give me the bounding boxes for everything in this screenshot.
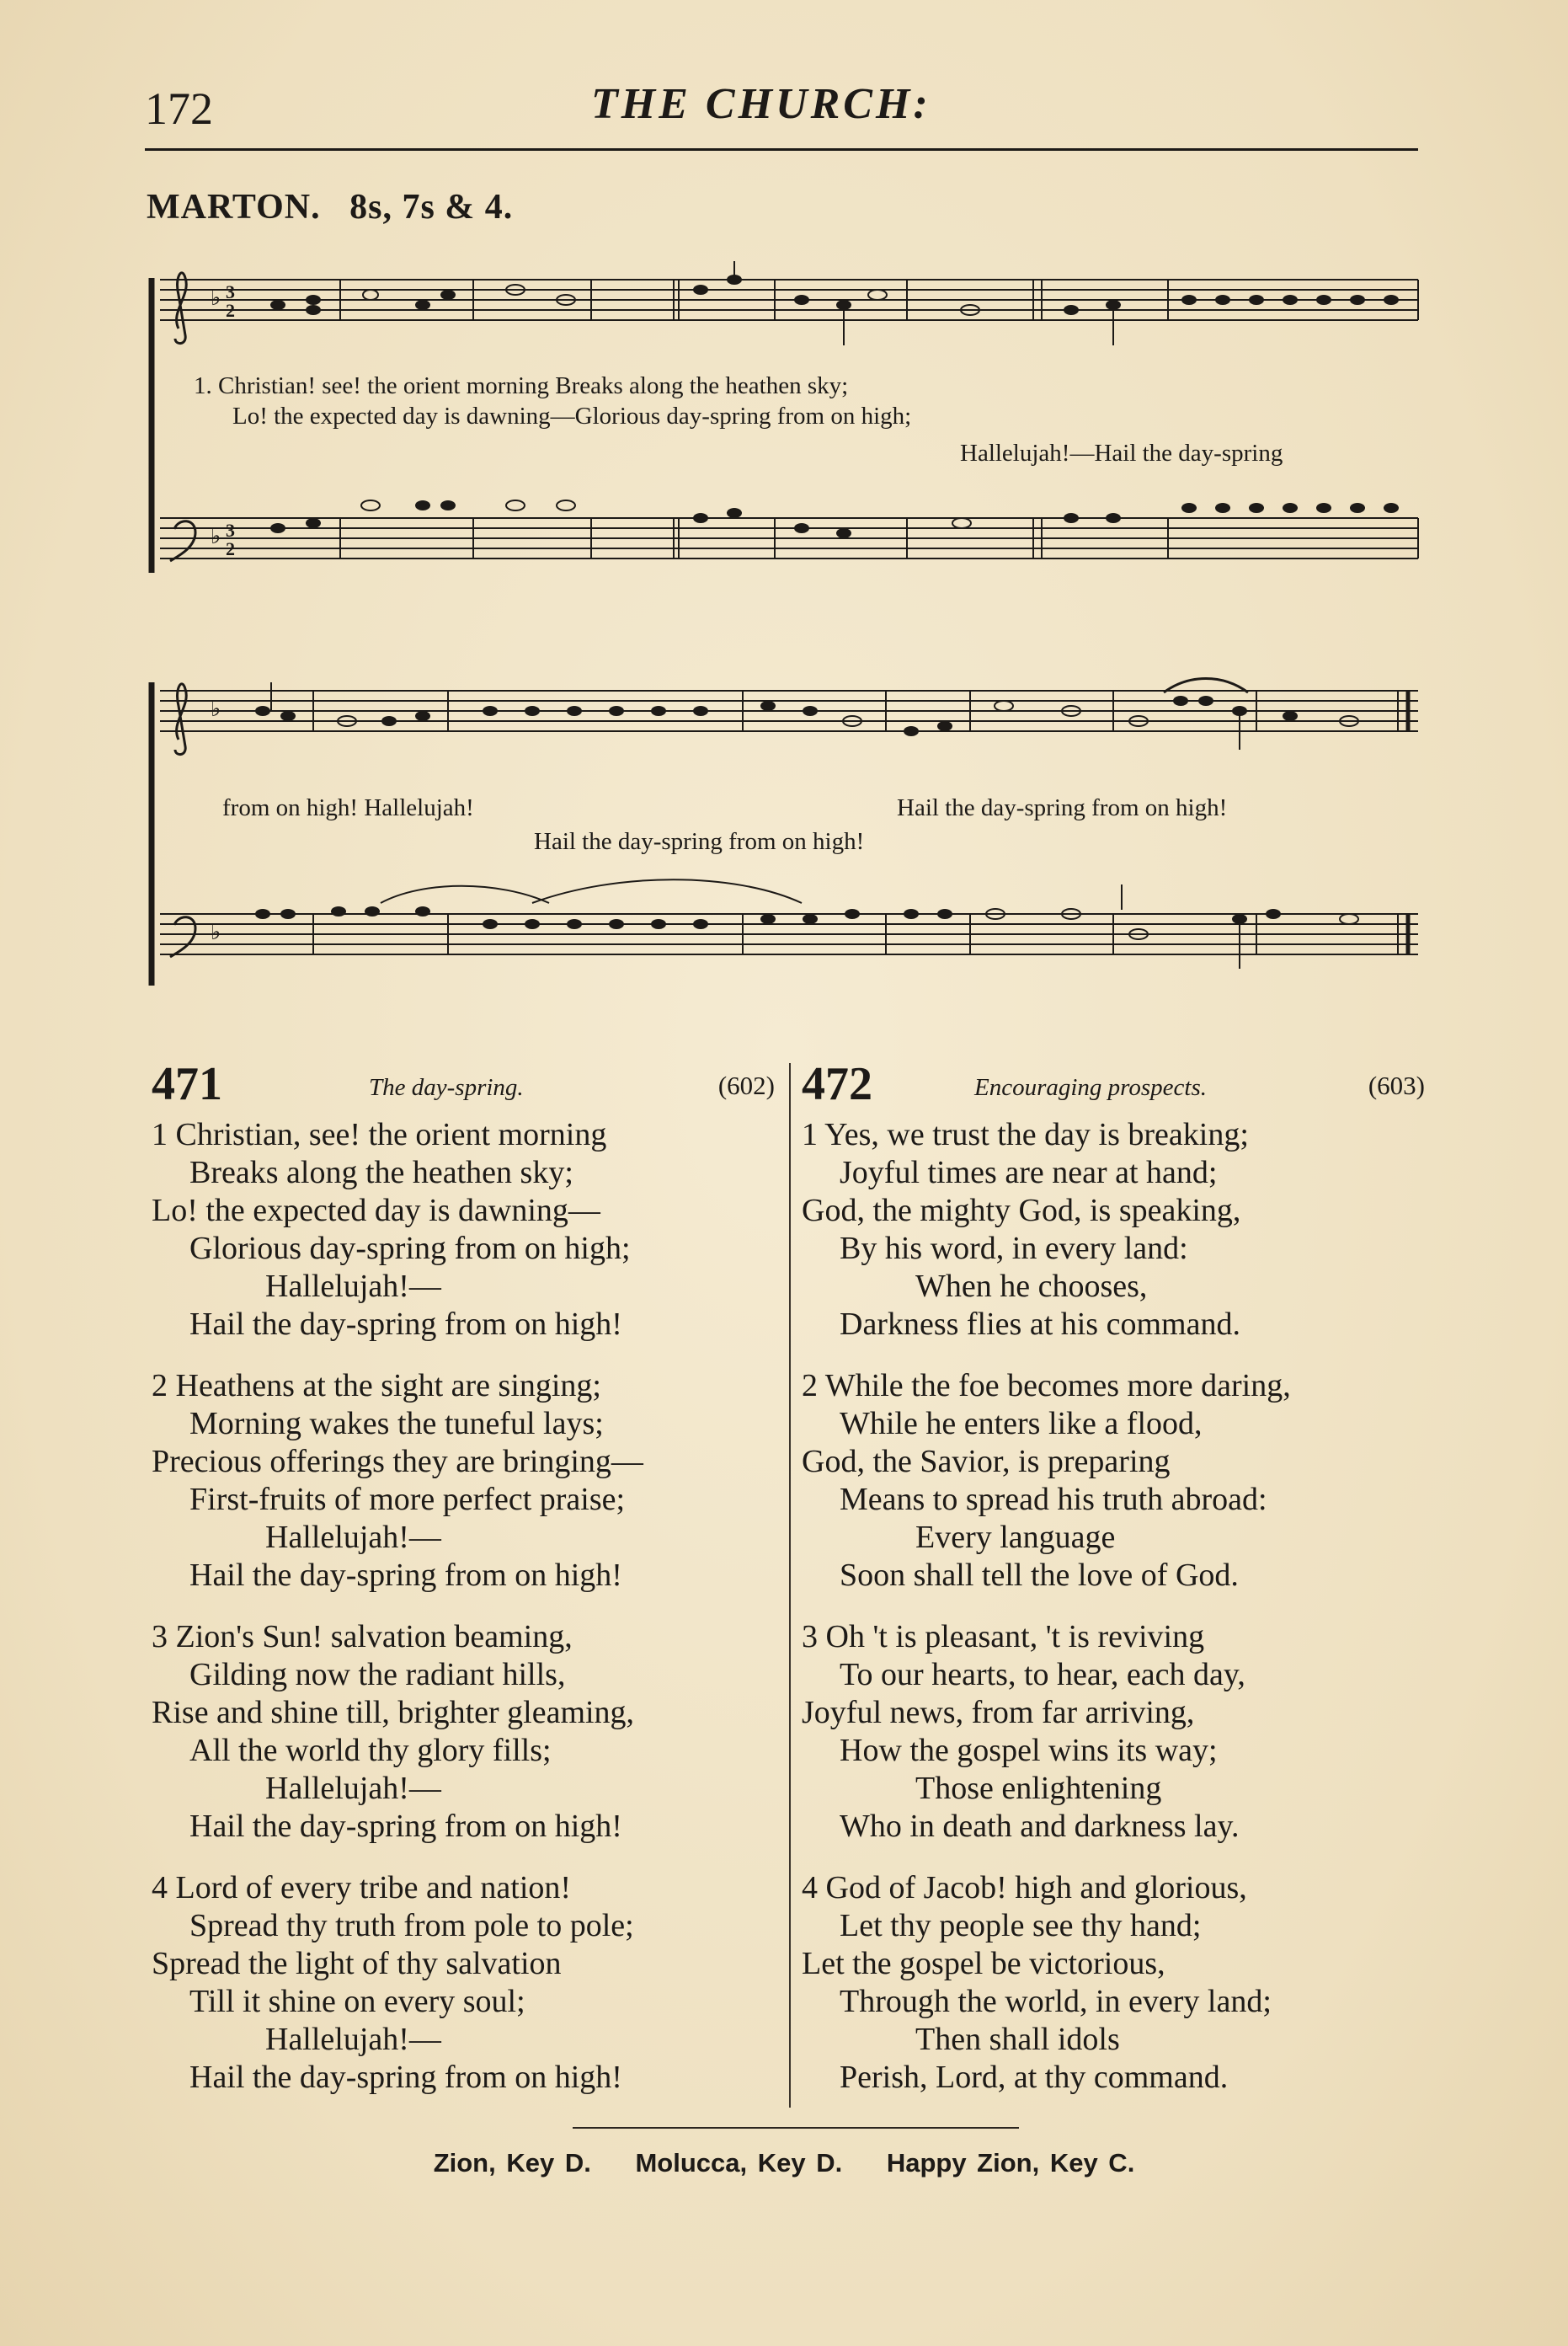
- svg-text:3: 3: [226, 520, 235, 541]
- svg-text:2: 2: [226, 538, 235, 559]
- hymn-reference: (603): [1368, 1071, 1425, 1100]
- stanza-1: [802, 1116, 1425, 1344]
- tune-title: [147, 187, 513, 227]
- lyric-line-5: Hail the day-spring from on high!: [897, 794, 1228, 821]
- stanza-3: [802, 1618, 1425, 1846]
- verse-line: First-fruits of more perfect praise;: [189, 1482, 626, 1517]
- verse-line: Through the world, in every land;: [840, 1984, 1272, 2019]
- verse-line: Glorious day-spring from on high;: [189, 1231, 631, 1266]
- hymn-471: [152, 1057, 775, 2097]
- lyric-line-6: Hail the day-spring from on high!: [534, 828, 865, 855]
- verse-line: Hallelujah!—: [265, 1520, 441, 1555]
- verse-line: All the world thy glory fills;: [189, 1733, 552, 1768]
- verse-line: Hail the day-spring from on high!: [189, 1809, 622, 1844]
- verse-line: Those enlightening: [915, 1771, 1162, 1806]
- hymn-subject: Encouraging prospects.: [974, 1074, 1208, 1101]
- verse-line: Morning wakes the tuneful lays;: [189, 1406, 604, 1441]
- verse-line: God, the Savior, is preparing: [802, 1444, 1171, 1479]
- stanza-4: [802, 1869, 1425, 2097]
- verse-line: Perish, Lord, at thy command.: [840, 2060, 1229, 2095]
- alternate-tunes: [0, 2148, 1568, 2178]
- verse-line: By his word, in every land:: [840, 1231, 1188, 1266]
- hymn-subject: The day-spring.: [369, 1074, 524, 1101]
- hymn-reference: (602): [717, 1071, 775, 1100]
- svg-text:♭: ♭: [211, 524, 221, 548]
- verse-line: When he chooses,: [915, 1269, 1148, 1304]
- verse-line: Breaks along the heathen sky;: [189, 1155, 573, 1190]
- lyric-line-2: Lo! the expected day is dawning—Glorious day-spring from on high;: [232, 403, 912, 430]
- verse-line: Hail the day-spring from on high!: [189, 1307, 622, 1342]
- verse-line: God, the mighty God, is speaking,: [802, 1193, 1241, 1228]
- hymn-heading: [152, 1057, 775, 1111]
- verse-line: Precious offerings they are bringing—: [152, 1444, 643, 1479]
- verse-line: 1 Christian, see! the orient morning: [152, 1117, 607, 1152]
- verse-line: To our hearts, to hear, each day,: [840, 1657, 1245, 1692]
- verse-line: 2 Heathens at the sight are singing;: [152, 1368, 601, 1403]
- column-divider: [789, 1063, 791, 2108]
- music-system-1: [145, 261, 1421, 581]
- running-title: THE CHURCH:: [591, 80, 931, 128]
- stanza-2: [802, 1367, 1425, 1595]
- verse-line: Rise and shine till, brighter gleaming,: [152, 1695, 635, 1730]
- hymn-number: 471: [152, 1058, 222, 1110]
- hymn-number: 472: [802, 1058, 872, 1110]
- music-system-2: [145, 657, 1421, 994]
- svg-text:3: 3: [226, 281, 235, 302]
- verse-line: Hail the day-spring from on high!: [189, 2060, 622, 2095]
- verse-line: Darkness flies at his command.: [840, 1307, 1240, 1342]
- score-system-2: [145, 657, 1421, 994]
- stanza-4: [152, 1869, 775, 2097]
- svg-text:♭: ♭: [211, 920, 221, 944]
- verse-line: 4 God of Jacob! high and glorious,: [802, 1870, 1247, 1905]
- page-header: [145, 76, 1418, 143]
- alt-tune-1: Zion, Key D.: [433, 2148, 591, 2178]
- tune-meter: 8s, 7s & 4.: [349, 188, 514, 227]
- verse-line: Means to spread his truth abroad:: [840, 1482, 1267, 1517]
- verse-line: Then shall idols: [915, 2022, 1120, 2057]
- verse-line: 3 Zion's Sun! salvation beaming,: [152, 1619, 573, 1654]
- page-number: 172: [145, 83, 213, 134]
- hymn-472: [802, 1057, 1425, 2097]
- verse-line: Joyful times are near at hand;: [840, 1155, 1218, 1190]
- lyric-line-4: from on high! Hallelujah!: [222, 794, 474, 821]
- verse-line: Hallelujah!—: [265, 2022, 441, 2057]
- lyric-line-3: Hallelujah!—Hail the day-spring: [960, 440, 1283, 467]
- stanza-2: [152, 1367, 775, 1595]
- stanza-1: [152, 1116, 775, 1344]
- verse-line: Soon shall tell the love of God.: [840, 1558, 1239, 1593]
- verse-line: Hallelujah!—: [265, 1269, 441, 1304]
- verse-line: 2 While the foe becomes more daring,: [802, 1368, 1291, 1403]
- verse-line: Joyful news, from far arriving,: [802, 1695, 1195, 1730]
- hymn-heading: [802, 1057, 1425, 1111]
- header-rule: [145, 148, 1418, 151]
- svg-text:2: 2: [226, 300, 235, 321]
- verse-line: Spread the light of thy salvation: [152, 1946, 562, 1981]
- alt-tune-2: Molucca, Key D.: [635, 2148, 843, 2178]
- verse-line: Let thy people see thy hand;: [840, 1908, 1202, 1943]
- verse-line: While he enters like a flood,: [840, 1406, 1203, 1441]
- verse-line: How the gospel wins its way;: [840, 1733, 1218, 1768]
- verse-line: Gilding now the radiant hills,: [189, 1657, 566, 1692]
- tune-name: MARTON.: [147, 188, 321, 227]
- verse-line: 4 Lord of every tribe and nation!: [152, 1870, 572, 1905]
- svg-text:♭: ♭: [211, 697, 221, 721]
- verse-line: 3 Oh 't is pleasant, 't is reviving: [802, 1619, 1205, 1654]
- verse-line: Every language: [915, 1520, 1116, 1555]
- lyric-line-1: 1. Christian! see! the orient morning Breaks along the heathen sky;: [194, 372, 849, 399]
- svg-text:♭: ♭: [211, 286, 221, 310]
- verse-line: 1 Yes, we trust the day is breaking;: [802, 1117, 1249, 1152]
- verse-line: Hail the day-spring from on high!: [189, 1558, 622, 1593]
- verse-line: Spread thy truth from pole to pole;: [189, 1908, 634, 1943]
- verse-line: Who in death and darkness lay.: [840, 1809, 1240, 1844]
- verse-line: Let the gospel be victorious,: [802, 1946, 1165, 1981]
- verse-line: Hallelujah!—: [265, 1771, 441, 1806]
- footer-rule: [573, 2127, 1019, 2129]
- alt-tune-3: Happy Zion, Key C.: [886, 2148, 1135, 2178]
- verse-line: Lo! the expected day is dawning—: [152, 1193, 600, 1228]
- stanza-3: [152, 1618, 775, 1846]
- verse-line: Till it shine on every soul;: [189, 1984, 525, 2019]
